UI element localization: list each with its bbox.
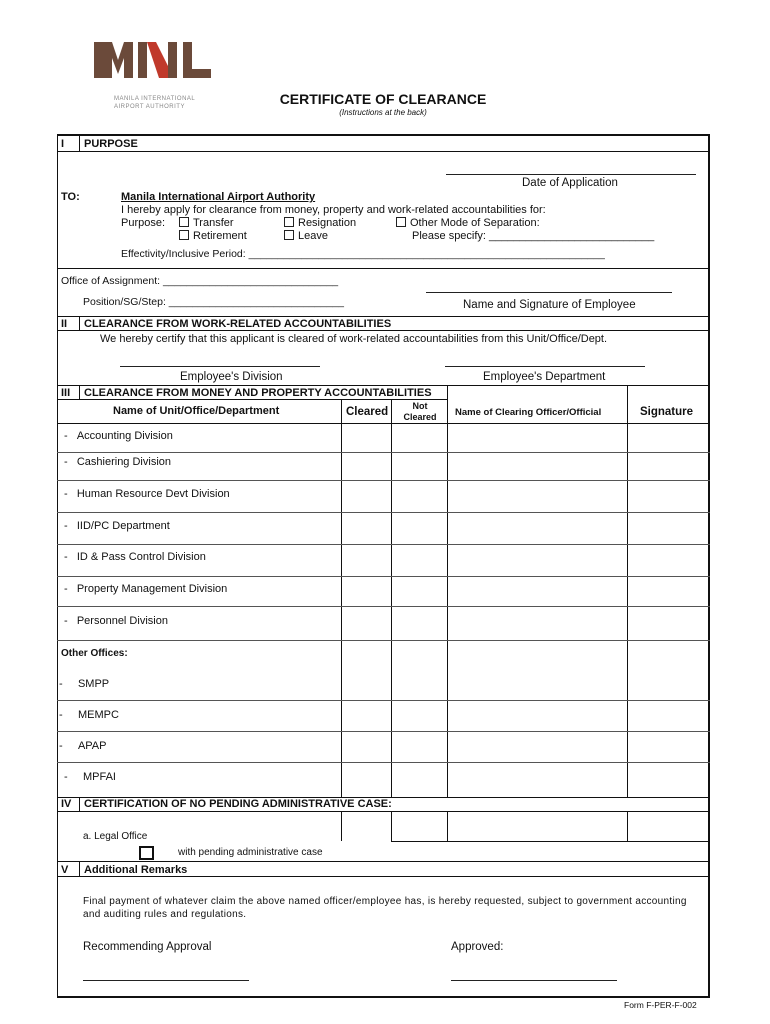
table-row xyxy=(64,551,206,563)
office-name: MPFAI xyxy=(82,771,116,783)
sec1-num: I xyxy=(61,138,65,150)
pending-case-label: with pending administrative case xyxy=(178,847,323,858)
col-not-cleared-header: Not Cleared xyxy=(403,401,437,422)
unit-name: Property Management Division xyxy=(76,583,228,595)
unit-name: Cashiering Division xyxy=(76,456,171,468)
table-row xyxy=(64,488,230,500)
office-name: MEMPC xyxy=(77,709,119,721)
option-other[interactable]: Other Mode of Separation: xyxy=(396,217,540,229)
please-specify-field[interactable]: Please specify: ___________________________ xyxy=(412,230,655,242)
logo xyxy=(94,40,214,110)
col-signature-header: Signature xyxy=(640,406,694,418)
option-leave[interactable]: Leave xyxy=(284,230,328,242)
unit-name: IID/PC Department xyxy=(76,520,170,532)
dash: - xyxy=(64,456,68,468)
effectivity-field[interactable]: Effectivity/Inclusive Period: _____________________________________________________________ xyxy=(121,248,605,260)
table-row xyxy=(64,771,116,783)
table-row xyxy=(59,709,119,721)
unit-name: ID & Pass Control Division xyxy=(76,551,206,563)
checkbox-icon[interactable] xyxy=(284,217,294,227)
dash: - xyxy=(64,583,68,595)
option-transfer[interactable]: Transfer xyxy=(179,217,234,229)
table-row xyxy=(64,520,170,532)
sec5-num: V xyxy=(61,864,69,876)
to-name: Manila International Airport Authority xyxy=(121,191,316,203)
dash: - xyxy=(64,551,68,563)
checkbox-icon[interactable] xyxy=(179,230,189,240)
remarks-text-1: Final payment of whatever claim the above named officer/employee has, is hereby requested, subject to government accounting xyxy=(83,896,687,907)
apply-text: I hereby apply for clearance from money, property and work-related accountabilities for: xyxy=(121,204,546,216)
col-unit-header: Name of Unit/Office/Department xyxy=(113,405,280,417)
dash: - xyxy=(59,740,63,752)
division-label: Employee's Division xyxy=(180,371,283,383)
checkbox-icon[interactable] xyxy=(396,217,406,227)
position-field[interactable]: Position/SG/Step: ______________________________ xyxy=(83,296,344,308)
dash: - xyxy=(64,615,68,627)
option-retirement[interactable]: Retirement xyxy=(179,230,247,242)
date-of-application-field[interactable] xyxy=(446,174,696,175)
office-name: SMPP xyxy=(77,678,110,690)
office-field[interactable]: Office of Assignment: ______________________________ xyxy=(61,275,339,287)
page-title: CERTIFICATE OF CLEARANCE xyxy=(279,91,487,107)
employee-signature-field[interactable] xyxy=(426,292,672,293)
certify-text: We hereby certify that this applicant is cleared of work-related accountabilities from this Unit/Office/Dept. xyxy=(100,333,608,345)
approved-signature-field[interactable] xyxy=(451,980,617,981)
sec4-heading: CERTIFICATION OF NO PENDING ADMINISTRATIVE CASE: xyxy=(84,798,392,810)
table-row xyxy=(59,740,106,752)
form-number: Form F-PER-F-002 xyxy=(624,1000,697,1010)
employee-department-field[interactable] xyxy=(445,366,645,367)
sec3-num: III xyxy=(61,387,71,399)
signature-label: Name and Signature of Employee xyxy=(463,299,636,311)
other-offices-label: Other Offices: xyxy=(61,648,128,659)
unit-name: Accounting Division xyxy=(76,430,173,442)
sec4-num: IV xyxy=(61,798,72,810)
employee-division-field[interactable] xyxy=(120,366,320,367)
sec2-num: II xyxy=(61,318,68,330)
approved-label: Approved: xyxy=(451,941,504,953)
dash: - xyxy=(64,771,68,783)
legal-office-label: a. Legal Office xyxy=(83,831,148,842)
sec1-heading: PURPOSE xyxy=(84,138,138,150)
col-officer-header: Name of Clearing Officer/Official xyxy=(455,407,602,418)
unit-name: Personnel Division xyxy=(76,615,168,627)
unit-name: Human Resource Devt Division xyxy=(76,488,230,500)
checkbox-icon[interactable] xyxy=(284,230,294,240)
remarks-text-2: and auditing rules and regulations. xyxy=(83,909,247,920)
sec5-heading: Additional Remarks xyxy=(84,864,188,876)
dash: - xyxy=(64,430,68,442)
mnl-logo-icon xyxy=(94,40,214,82)
dash: - xyxy=(59,678,63,690)
recommending-signature-field[interactable] xyxy=(83,980,249,981)
col-cleared-header: Cleared xyxy=(346,406,389,418)
table-row xyxy=(64,456,171,468)
checkbox-icon[interactable] xyxy=(179,217,189,227)
option-resignation[interactable]: Resignation xyxy=(284,217,356,229)
department-label: Employee's Department xyxy=(483,371,606,383)
date-label: Date of Application xyxy=(522,177,618,189)
logo-line2: AIRPORT AUTHORITY xyxy=(114,104,185,110)
table-row xyxy=(59,678,109,690)
pending-case-checkbox[interactable] xyxy=(139,846,154,860)
page-subtitle: (Instructions at the back) xyxy=(339,108,427,117)
to-label: TO: xyxy=(61,191,80,203)
logo-line1: MANILA INTERNATIONAL xyxy=(114,96,196,102)
dash: - xyxy=(64,488,68,500)
dash: - xyxy=(64,520,68,532)
dash: - xyxy=(59,709,63,721)
table-row xyxy=(64,615,168,627)
sec3-heading: CLEARANCE FROM MONEY AND PROPERTY ACCOUNTABILITIES xyxy=(84,387,432,399)
purpose-label: Purpose: xyxy=(121,217,166,229)
office-name: APAP xyxy=(77,740,107,752)
table-row xyxy=(64,430,173,442)
recommending-label: Recommending Approval xyxy=(83,941,212,953)
sec2-heading: CLEARANCE FROM WORK-RELATED ACCOUNTABILITIES xyxy=(84,318,392,330)
table-row xyxy=(64,583,227,595)
